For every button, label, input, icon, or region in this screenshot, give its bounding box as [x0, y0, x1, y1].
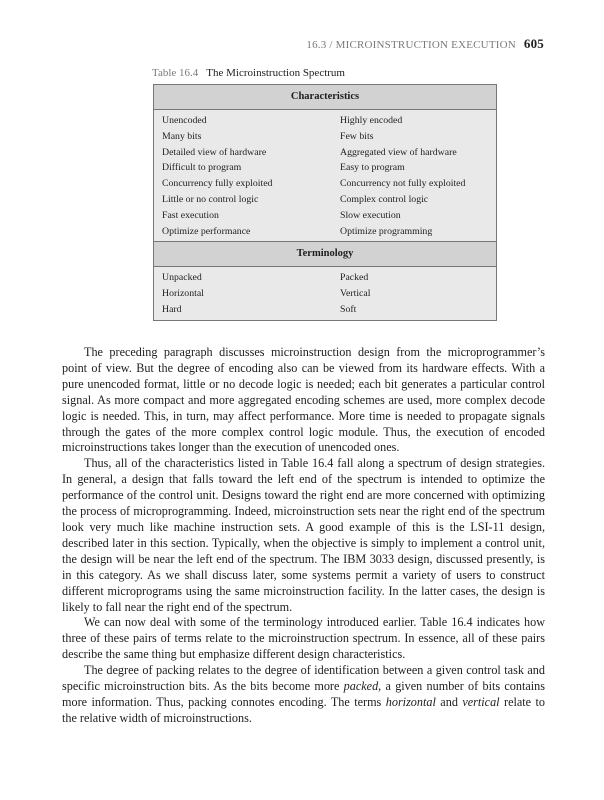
table-row — [154, 145, 496, 161]
left-cell: Hard — [162, 303, 182, 315]
body-text — [62, 345, 545, 727]
left-cell: Detailed view of hardware — [162, 146, 267, 158]
paragraph: The preceding paragraph discusses microinstruction design from the microprogrammer’s point of view. But the degree of encoding also can be viewed from its hardware effects. With a pure unencoded format, little or no decode logic is needed; each bit generates a particular control signal. As more compact and more aggregated encoding schemes are used, more complex decode logic is needed. This, in turn, may affect performance. More time is needed to propagate signals through the gates of the more complex control logic module. Thus, the execution of encoded microinstructions takes longer than the execution of unencoded ones. — [62, 345, 545, 455]
text-run: a given number of bits contains more information. Thus, packing connotes encoding. The terms — [62, 679, 545, 709]
right-cell: Soft — [340, 303, 357, 315]
table-row — [154, 192, 496, 208]
terminology-heading: Terminology — [154, 241, 496, 267]
running-header — [306, 36, 544, 52]
left-cell: Unencoded — [162, 115, 207, 126]
table-caption — [152, 67, 345, 79]
characteristics-heading: Characteristics — [154, 85, 496, 110]
right-cell: Few bits — [340, 130, 374, 142]
right-cell: Easy to program — [340, 162, 405, 174]
right-cell: Vertical — [340, 288, 371, 300]
paragraph: Thus, all of the characteristics listed in Table 16.4 fall along a spectrum of design strategies. In general, a design that falls toward the left end of the spectrum is intended to optimize the performance of the control unit. Designs toward the right end are more concerned with optimizing the process of microprogramming. Indeed, microinstruction sets near the right end of the spectrum look very much like machine instruction sets. A good example of this is the LSI-11 design, described later in this section. Typically, when the objective is simply to implement a control unit, the design will be near the left end of the spectrum. The IBM 3033 design, discussed presently, is in this category. As we shall discuss later, some systems permit a variety of users to construct different microprograms using the same microinstruction facility. In the latter cases, the design is likely to fall near the right end of the spectrum. — [62, 456, 545, 614]
left-cell: Horizontal — [162, 288, 204, 300]
table-row — [154, 302, 496, 318]
paragraph: We can now deal with some of the terminology introduced earlier. Table 16.4 indicates how three of these pairs of terms relate to the microinstruction spectrum. In essence, all of these pairs describe the same thing but emphasize different design characteristics. — [62, 615, 545, 662]
table-row — [154, 270, 496, 286]
right-cell: Highly encoded — [340, 115, 403, 126]
paragraph — [62, 663, 545, 727]
left-cell: Unpacked — [162, 272, 202, 284]
left-cell: Many bits — [162, 130, 202, 142]
emphasis-packed: packed, — [343, 679, 382, 694]
text-run: relate to the relative width of microinstructions. — [62, 694, 545, 725]
table-title: The Microinstruction Spectrum — [206, 67, 345, 79]
table-row — [154, 208, 496, 224]
left-cell: Fast execution — [162, 209, 219, 221]
emphasis-horizontal: horizontal — [385, 694, 436, 709]
text-run: The degree of packing relates to the degree of identification between a given control task and specific microinstruction bits. As the bits become more — [62, 663, 545, 694]
spectrum-table — [153, 84, 497, 321]
table-row — [154, 286, 496, 302]
right-cell: Complex control logic — [340, 193, 429, 205]
left-cell: Difficult to program — [162, 162, 242, 174]
table-row — [154, 224, 496, 240]
table-row — [154, 176, 496, 192]
page-number: 605 — [523, 36, 544, 51]
text-run: and — [435, 694, 463, 709]
emphasis-vertical: vertical — [462, 694, 500, 709]
right-cell: Slow execution — [340, 209, 401, 221]
terminology-rows — [154, 267, 496, 319]
left-cell: Concurrency fully exploited — [162, 178, 273, 190]
right-cell: Packed — [340, 272, 369, 284]
left-cell: Optimize performance — [162, 225, 251, 237]
table-row — [154, 160, 496, 176]
table-number: Table 16.4 — [152, 67, 199, 79]
right-cell: Aggregated view of hardware — [340, 146, 457, 158]
table-row — [154, 129, 496, 145]
right-cell: Optimize programming — [340, 225, 433, 237]
characteristics-rows — [154, 110, 496, 241]
section-title: 16.3 / MICROINSTRUCTION EXECUTION — [306, 39, 516, 51]
table-row — [154, 113, 496, 129]
right-cell: Concurrency not fully exploited — [340, 178, 466, 190]
left-cell: Little or no control logic — [162, 193, 259, 205]
